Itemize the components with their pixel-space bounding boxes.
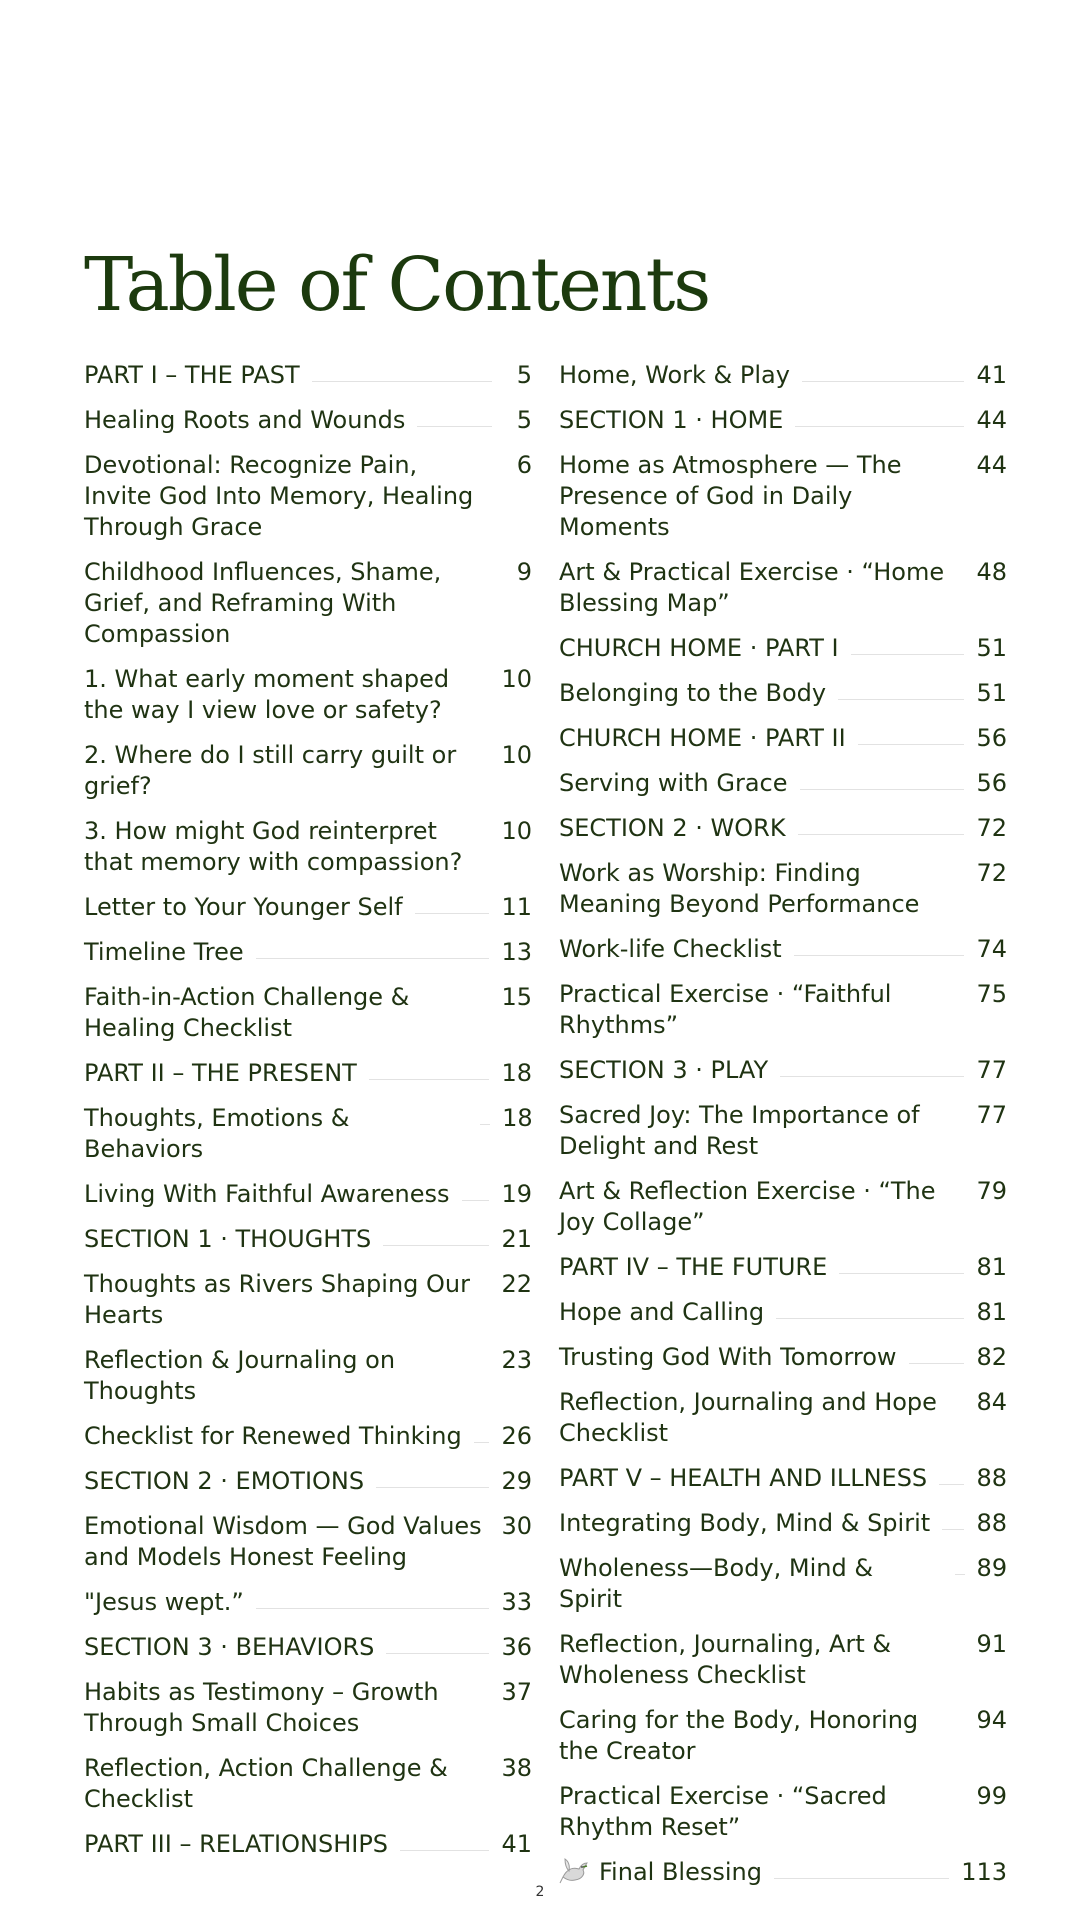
toc-entry-text: SECTION 1 · HOME (559, 406, 784, 434)
toc-entry-text: SECTION 1 · THOUGHTS (84, 1225, 372, 1253)
toc-entry-page: 13 (501, 938, 532, 966)
toc-entry-page: 84 (976, 1388, 1007, 1416)
dotted-leader (474, 1442, 490, 1443)
dotted-leader (383, 1245, 489, 1246)
toc-entry-page: 10 (501, 665, 532, 693)
toc-entry-text: Thoughts, Emotions & Behaviors (84, 1104, 350, 1163)
dotted-leader (376, 1487, 489, 1488)
toc-entry-page: 23 (501, 1346, 532, 1374)
dotted-leader (776, 1318, 964, 1319)
toc-entry-text: Reflection & Journaling on Thoughts (84, 1346, 396, 1405)
toc-entry-title (84, 1466, 364, 1497)
toc-entry-text: Practical Exercise · “Sacred Rhythm Reset” (559, 1782, 887, 1841)
dotted-leader (839, 1273, 964, 1274)
toc-entry-page: 5 (516, 361, 532, 389)
toc-entry[interactable] (84, 1058, 532, 1089)
dotted-leader (415, 913, 490, 914)
toc-entry-text: Practical Exercise · “Faithful Rhythms” (559, 980, 892, 1039)
toc-entry-page: 72 (976, 814, 1007, 842)
toc-entry-title (559, 405, 783, 436)
toc-entry-page: 91 (976, 1630, 1007, 1658)
toc-entry-text: Thoughts as Rivers Shaping Our Hearts (84, 1270, 471, 1329)
toc-entry-text: Integrating Body, Mind & Spirit (559, 1509, 931, 1537)
toc-entry-text: Caring for the Body, Honoring the Creator (559, 1706, 919, 1765)
dotted-leader (800, 789, 965, 790)
toc-entry-title (84, 1632, 374, 1663)
toc-entry-title (84, 1269, 501, 1331)
toc-entry-page: 94 (976, 1706, 1007, 1734)
toc-entry-text: PART I – THE PAST (84, 361, 300, 389)
toc-entry-title (559, 813, 786, 844)
toc-entry[interactable] (84, 1179, 532, 1210)
toc-entry-page: 5 (516, 406, 532, 434)
toc-entry[interactable] (559, 557, 1007, 619)
toc-entry-text: Faith-in-Action Challenge & Healing Checklist (84, 983, 410, 1042)
toc-entry[interactable] (84, 1632, 532, 1663)
toc-entry-text: Emotional Wisdom — God Values and Models Honest Feeling (84, 1512, 482, 1571)
toc-entry-text: PART III – RELATIONSHIPS (84, 1830, 389, 1858)
toc-entry[interactable] (559, 813, 1007, 844)
toc-entry-title (559, 1508, 930, 1539)
toc-entry-page: 6 (516, 451, 532, 479)
toc-entry-title (559, 1553, 943, 1615)
toc-entry-title (559, 1387, 976, 1449)
toc-entry-text: Reflection, Journaling and Hope Checklist (559, 1388, 937, 1447)
toc-entry[interactable] (84, 1269, 532, 1331)
toc-entry[interactable] (559, 723, 1007, 754)
toc-entry[interactable] (559, 1297, 1007, 1328)
toc-entry-page: 75 (976, 980, 1007, 1008)
toc-entry-title (84, 360, 300, 391)
toc-entry[interactable] (559, 1252, 1007, 1283)
toc-entry[interactable] (559, 858, 1007, 920)
toc-entry[interactable] (84, 1587, 532, 1618)
toc-entry[interactable] (559, 1553, 1007, 1615)
dotted-leader (386, 1653, 489, 1654)
dotted-leader (838, 699, 964, 700)
toc-entry[interactable] (84, 360, 532, 391)
toc-entry-title (559, 1342, 897, 1373)
toc-entry[interactable] (559, 979, 1007, 1041)
toc-entry[interactable] (84, 816, 532, 878)
toc-entry[interactable] (559, 405, 1007, 436)
toc-entry[interactable] (84, 1466, 532, 1497)
toc-entry-text: Letter to Your Younger Self (84, 893, 403, 921)
toc-entry-title (84, 1345, 501, 1407)
toc-entry[interactable] (84, 1421, 532, 1452)
toc-entry-title (84, 1829, 388, 1860)
toc-entry-page: 33 (501, 1588, 532, 1616)
toc-entry-text: SECTION 3 · PLAY (559, 1056, 769, 1084)
toc-entry-text: SECTION 2 · WORK (559, 814, 786, 842)
toc-entry-title (84, 982, 501, 1044)
toc-entry-text: Trusting God With Tomorrow (559, 1343, 897, 1371)
toc-entry[interactable] (559, 1705, 1007, 1767)
toc-entry-page: 26 (501, 1422, 532, 1450)
toc-entry-title (84, 937, 244, 968)
toc-entry-page: 88 (976, 1509, 1007, 1537)
toc-entry-page: 29 (501, 1467, 532, 1495)
toc-entry[interactable] (559, 1629, 1007, 1691)
toc-entry-page: 88 (976, 1464, 1007, 1492)
toc-entry-page: 41 (976, 361, 1007, 389)
toc-entry-text: Childhood Influences, Shame, Grief, and Reframing With Compassion (84, 558, 442, 648)
toc-entry-title (559, 1252, 827, 1283)
toc-entry-text: Checklist for Renewed Thinking (84, 1422, 462, 1450)
toc-entry-text: PART V – HEALTH AND ILLNESS (559, 1464, 928, 1492)
toc-entry[interactable] (84, 1345, 532, 1407)
toc-entry-page: 36 (501, 1633, 532, 1661)
toc-entry-page: 41 (501, 1830, 532, 1858)
toc-entry[interactable] (84, 405, 532, 436)
toc-entry-page: 77 (976, 1101, 1007, 1129)
toc-entry-page: 48 (976, 558, 1007, 586)
toc-entry[interactable] (84, 1224, 532, 1255)
toc-entry-page: 22 (501, 1270, 532, 1298)
toc-entry-page: 44 (976, 406, 1007, 434)
dotted-leader (774, 1878, 949, 1879)
dotted-leader (417, 426, 492, 427)
toc-entry-title (84, 1511, 501, 1573)
toc-entry-title (84, 405, 405, 436)
toc-entry-text: Living With Faithful Awareness (84, 1180, 450, 1208)
toc-entry-text: Timeline Tree (84, 938, 244, 966)
toc-entry-page: 56 (976, 724, 1007, 752)
dotted-leader (462, 1200, 490, 1201)
toc-left-column (84, 360, 532, 1874)
toc-entry-page: 77 (976, 1056, 1007, 1084)
toc-entry-page: 82 (976, 1343, 1007, 1371)
toc-entry-page: 18 (501, 1059, 532, 1087)
toc-entry-title (559, 934, 782, 965)
dove-icon (559, 1857, 589, 1885)
dotted-leader (256, 1608, 490, 1609)
toc-entry-text: 2. Where do I still carry guilt or grief? (84, 741, 457, 800)
toc-entry-text: 3. How might God reinterpret that memory with compassion? (84, 817, 463, 876)
toc-entry-title (559, 768, 788, 799)
dotted-leader (795, 426, 964, 427)
dotted-leader (955, 1574, 965, 1575)
toc-entry-page: 81 (976, 1298, 1007, 1326)
toc-entry[interactable] (559, 678, 1007, 709)
toc-entry-text: Final Blessing (599, 1858, 762, 1886)
toc-entry-text: Belonging to the Body (559, 679, 827, 707)
page-number: 2 (535, 1884, 545, 1900)
toc-entry-title (84, 1058, 357, 1089)
toc-entry[interactable] (559, 360, 1007, 391)
toc-entry-text: Healing Roots and Wounds (84, 406, 406, 434)
toc-entry-title (84, 1421, 462, 1452)
toc-entry-text: Hope and Calling (559, 1298, 765, 1326)
toc-entry-text: PART II – THE PRESENT (84, 1059, 357, 1087)
toc-entry-text: Art & Reflection Exercise · “The Joy Collage” (559, 1177, 936, 1236)
toc-entry-text: PART IV – THE FUTURE (559, 1253, 828, 1281)
dotted-leader (909, 1363, 965, 1364)
toc-entry-text: Reflection, Journaling, Art & Wholeness Checklist (559, 1630, 892, 1689)
toc-entry[interactable] (559, 450, 1007, 543)
toc-right-column (559, 360, 1007, 1902)
toc-entry-page: 51 (976, 679, 1007, 707)
toc-entry[interactable] (559, 768, 1007, 799)
toc-entry[interactable] (559, 934, 1007, 965)
toc-entry-page: 79 (976, 1177, 1007, 1205)
toc-entry-title (559, 1463, 927, 1494)
toc-entry-text: Devotional: Recognize Pain, Invite God Into Memory, Healing Through Grace (84, 451, 474, 541)
toc-entry-text: CHURCH HOME · PART I (559, 634, 839, 662)
toc-entry-title (84, 1677, 501, 1739)
toc-entry-title (559, 450, 976, 543)
dotted-leader (942, 1529, 964, 1530)
dotted-leader (802, 381, 965, 382)
toc-entry-page: 10 (501, 741, 532, 769)
toc-entry-title (559, 1100, 976, 1162)
toc-entry-text: 1. What early moment shaped the way I view love or safety? (84, 665, 450, 724)
toc-entry[interactable] (84, 1753, 532, 1815)
toc-entry-title (559, 1705, 976, 1767)
toc-entry[interactable] (84, 937, 532, 968)
toc-entry-text: Serving with Grace (559, 769, 788, 797)
toc-entry-page: 99 (976, 1782, 1007, 1810)
toc-entry-title (559, 1055, 768, 1086)
toc-entry[interactable] (559, 1100, 1007, 1162)
toc-entry-page: 21 (501, 1225, 532, 1253)
toc-entry[interactable] (84, 557, 532, 650)
toc-entry-title (84, 1103, 468, 1165)
toc-entry-text: CHURCH HOME · PART II (559, 724, 846, 752)
toc-entry[interactable] (559, 1508, 1007, 1539)
toc-entry[interactable] (559, 633, 1007, 664)
toc-entry-page: 37 (501, 1678, 532, 1706)
toc-entry-text: Reflection, Action Challenge & Checklist (84, 1754, 448, 1813)
dotted-leader (256, 958, 490, 959)
toc-entry-text: "Jesus wept.” (84, 1588, 244, 1616)
dotted-leader (400, 1850, 489, 1851)
toc-entry-title (559, 1629, 976, 1691)
toc-entry-page: 113 (961, 1858, 1007, 1886)
dotted-leader (369, 1079, 490, 1080)
toc-entry-page: 74 (976, 935, 1007, 963)
toc-entry-title (559, 678, 826, 709)
toc-entry-title (559, 1176, 976, 1238)
toc-entry-title (559, 979, 976, 1041)
toc-entry-title (559, 858, 976, 920)
toc-entry-page: 10 (501, 817, 532, 845)
toc-entry-page: 44 (976, 451, 1007, 479)
toc-entry-text: SECTION 3 · BEHAVIORS (84, 1633, 375, 1661)
toc-entry-page: 81 (976, 1253, 1007, 1281)
toc-entry[interactable] (559, 1055, 1007, 1086)
dotted-leader (780, 1076, 964, 1077)
toc-entry-page: 72 (976, 859, 1007, 887)
toc-entry[interactable] (84, 1677, 532, 1739)
toc-entry-text: Work as Worship: Finding Meaning Beyond Performance (559, 859, 920, 918)
toc-entry-text: Sacred Joy: The Importance of Delight and Rest (559, 1101, 920, 1160)
toc-entry-page: 9 (516, 558, 532, 586)
toc-entry-text: Home as Atmosphere — The Presence of God in Daily Moments (559, 451, 902, 541)
toc-entry-title (559, 1297, 764, 1328)
toc-entry-page: 51 (976, 634, 1007, 662)
toc-entry-title (84, 1179, 450, 1210)
toc-entry[interactable] (559, 1342, 1007, 1373)
toc-entry[interactable] (84, 1829, 532, 1860)
toc-entry-text: SECTION 2 · EMOTIONS (84, 1467, 365, 1495)
toc-entry-page: 89 (976, 1554, 1008, 1582)
toc-entry-text: Wholeness—Body, Mind & Spirit (559, 1554, 874, 1613)
dotted-leader (851, 654, 965, 655)
toc-entry[interactable] (559, 1387, 1007, 1449)
page-title: Table of Contents (84, 242, 710, 328)
toc-entry-title (559, 360, 790, 391)
dotted-leader (858, 744, 965, 745)
dotted-leader (480, 1124, 490, 1125)
toc-entry[interactable] (559, 1463, 1007, 1494)
toc-entry[interactable] (84, 892, 532, 923)
toc-entry[interactable] (84, 1103, 532, 1165)
toc-entry-title (84, 557, 504, 650)
dotted-leader (939, 1484, 964, 1485)
toc-entry-page: 56 (976, 769, 1007, 797)
dotted-leader (312, 381, 492, 382)
toc-entry-title (84, 740, 501, 802)
toc-entry-text: Work-life Checklist (559, 935, 782, 963)
toc-entry-title (559, 557, 976, 619)
toc-entry[interactable] (84, 450, 532, 543)
toc-entry[interactable] (84, 982, 532, 1044)
toc-entry-title (84, 1587, 244, 1618)
toc-entry-page: 38 (501, 1754, 532, 1782)
toc-entry-title (559, 1781, 976, 1843)
toc-entry-title (84, 816, 501, 878)
dotted-leader (798, 834, 965, 835)
toc-entry-title (84, 892, 403, 923)
toc-entry-page: 19 (501, 1180, 532, 1208)
toc-entry[interactable] (84, 664, 532, 726)
toc-entry-title (84, 450, 504, 543)
toc-entry-text: Art & Practical Exercise · “Home Blessing Map” (559, 558, 945, 617)
toc-entry-title (84, 664, 501, 726)
toc-entry-title (559, 633, 839, 664)
toc-entry-page: 18 (502, 1104, 533, 1132)
toc-entry-page: 15 (501, 983, 532, 1011)
toc-entry[interactable] (559, 1781, 1007, 1843)
toc-entry-text: Habits as Testimony – Growth Through Small Choices (84, 1678, 439, 1737)
toc-entry-title (559, 723, 846, 754)
dotted-leader (794, 955, 965, 956)
toc-entry-title (84, 1753, 501, 1815)
toc-entry-title (84, 1224, 371, 1255)
toc-entry-page: 30 (501, 1512, 532, 1540)
toc-entry-text: Home, Work & Play (559, 361, 790, 389)
toc-entry[interactable] (559, 1176, 1007, 1238)
toc-entry[interactable] (84, 1511, 532, 1573)
toc-entry[interactable] (84, 740, 532, 802)
toc-entry-page: 11 (501, 893, 532, 921)
